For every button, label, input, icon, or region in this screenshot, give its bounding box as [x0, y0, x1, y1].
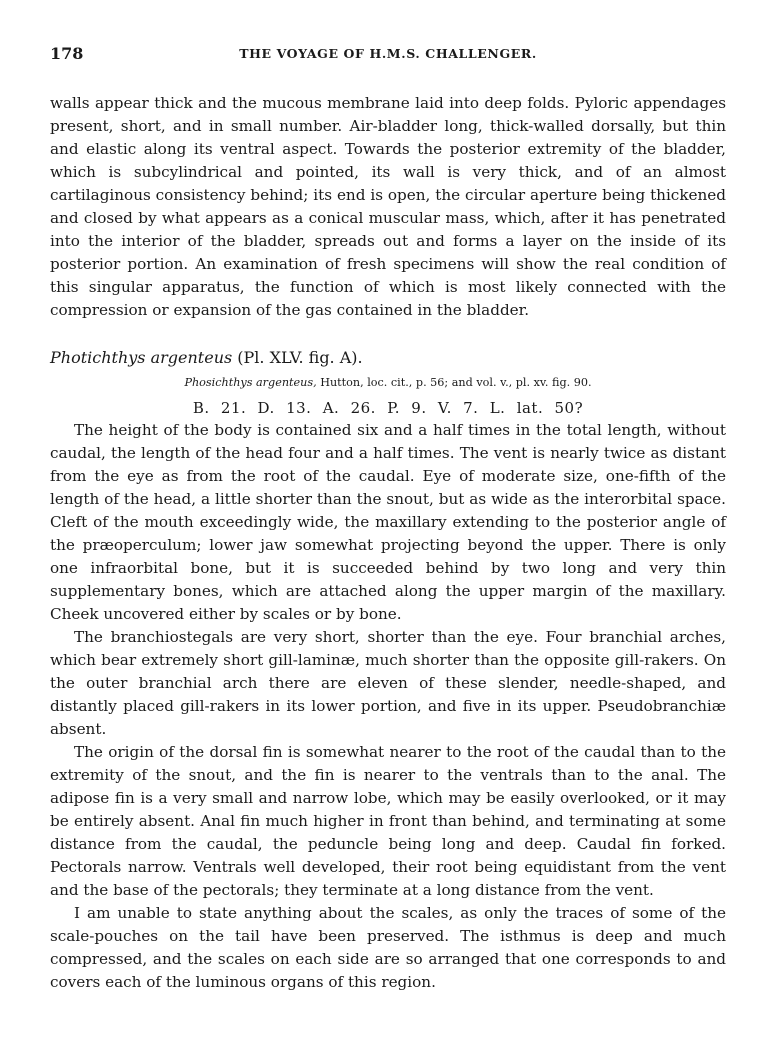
page-header: [50, 44, 726, 68]
synonym-citation: Hutton, loc. cit., p. 56; and vol. v., pl. xv. fig. 90.: [320, 376, 592, 389]
intro-paragraph: walls appear thick and the mucous membrane laid into deep folds. Pyloric appendages present, short, and in small number. Air-bladder long, thick-walled dorsally, but thin and elastic along its ventral aspect. Towards the posterior extremity of the bladder, which is subcylindrical and pointed, its wall is very thick, and of an almost cartilaginous consistency behind; its end is open, the circular aperture being thickened and closed by what appears as a conical muscular mass, which, after it has penetrated into the interior of the bladder, spreads out and forms a layer on the inside of its posterior portion. An examination of fresh specimens will show the real condition of this singular apparatus, the function of which is most likely connected with the compression or expansion of the gas contained in the bladder.: [50, 94, 726, 319]
body-paragraph-1: The height of the body is contained six and a half times in the total length, without caudal, the length of the head four and a half times. The vent is nearly twice as distant from the eye as from the root of the caudal. Eye of moderate size, one-fifth of the length of the head, a little shorter than the snout, but as wide as the interorbital space. Cleft of the mouth exceedingly wide, the maxillary extending to the posterior angle of the præoperculum; lower jaw somewhat projecting beyond the upper. There is only one infraorbital bone, but it is succeeded behind by two long and very thin supplementary bones, which are attached along the upper margin of the maxillary. Cheek uncovered either by scales or by bone.: [50, 421, 726, 623]
synonymy-line: [50, 374, 726, 391]
species-heading: [50, 346, 726, 369]
body-paragraph-2: The branchiostegals are very short, shorter than the eye. Four branchial arches, which bear extremely short gill-laminæ, much shorter than the opposite gill-rakers. On the outer branchial arch there are eleven of these slender, needle-shaped, and distantly placed gill-rakers in its lower portion, and five in its upper. Pseudobranchiæ absent.: [50, 628, 726, 738]
document-page: [50, 44, 726, 994]
body-paragraph-3: The origin of the dorsal fin is somewhat nearer to the root of the caudal than to the extremity of the snout, and the fin is nearer to the ventrals than to the anal. The adipose fin is a very small and narrow lobe, which may be easily overlooked, or it may be entirely absent. Anal fin much higher in front than behind, and terminating at some distance from the caudal, the peduncle being long and deep. Caudal fin forked. Pectorals narrow. Ventrals well developed, their root being equidistant from the vent and the base of the pectorals; they terminate at a long distance from the vent.: [50, 743, 726, 899]
running-title: THE VOYAGE OF H.M.S. CHALLENGER.: [239, 46, 537, 61]
page-number: 178: [50, 44, 84, 63]
species-plate-ref: (Pl. XLV. fig. A).: [237, 348, 363, 367]
fin-formula: B. 21. D. 13. A. 26. P. 9. V. 7. L. lat. 50?: [192, 399, 584, 417]
synonym-name: Phosichthys argenteus,: [184, 376, 317, 389]
body-paragraph-4: I am unable to state anything about the scales, as only the traces of some of the scale-pouches on the tail have been preserved. The isthmus is deep and much compressed, and the scales on each side are so arranged that one corresponds to and covers each of the luminous organs of this region.: [50, 904, 726, 991]
species-name: Photichthys argenteus: [50, 348, 233, 367]
